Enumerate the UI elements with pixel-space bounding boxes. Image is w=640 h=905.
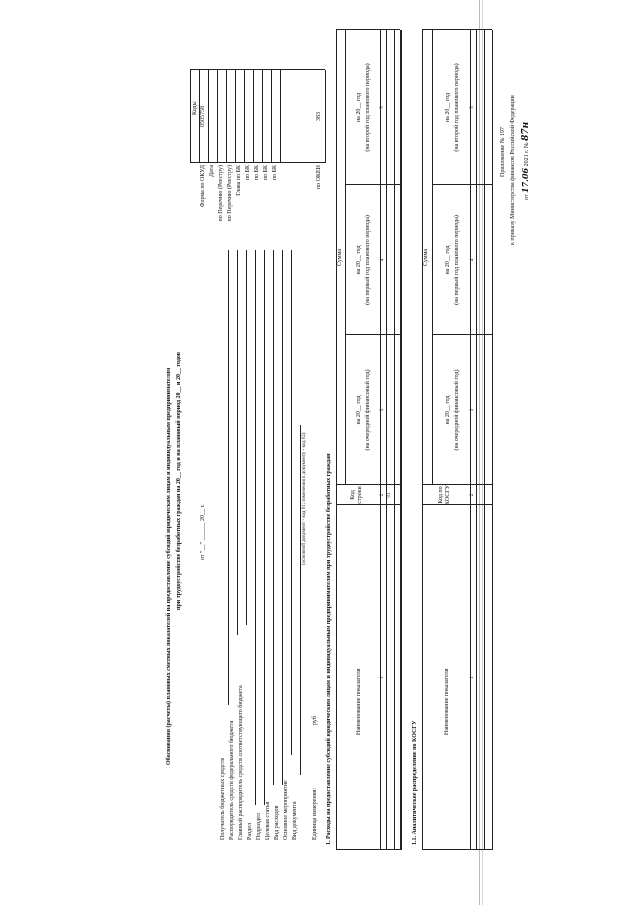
document-title-period: при трудоустройстве безработных граждан на 20__ год и на плановый период 20__ и 20__ годов (176, 351, 182, 610)
table-border (345, 184, 400, 185)
col-header-kosgu: Код по КОСГУ (438, 485, 451, 505)
col-number: 3 (380, 408, 385, 412)
codes-row-line (244, 70, 245, 163)
field-label: Вид расходов (274, 805, 280, 840)
col-number: 5 (380, 106, 385, 109)
table-border (345, 30, 346, 485)
table-border (422, 504, 492, 505)
field-label: Получатель бюджетных средств (220, 757, 226, 840)
field-label: Основное мероприятие (283, 780, 289, 840)
table-border (400, 30, 402, 850)
field-line (291, 250, 292, 755)
col-number: 1 (470, 676, 475, 679)
field-line (255, 250, 256, 805)
codes-label: Форма по ОКУД (200, 165, 206, 208)
appendix-line-3: от 17.06 2021 г. № 87н (520, 121, 531, 200)
col-header-year-1-note: (на очередной финансовый год) (454, 369, 460, 451)
col-header-year-3-note: (на второй год планового периода) (365, 63, 371, 152)
field-label: Распорядитель средств федерального бюджета (229, 720, 235, 840)
table-border (476, 30, 477, 850)
codes-row-line (253, 70, 254, 163)
col-header-year-1: на 20__ год (356, 395, 362, 425)
codes-label: по Перечню (Реестру) (218, 165, 224, 222)
field-label: Вид документа (292, 801, 298, 840)
codes-label: по ОКЕИ (316, 165, 322, 190)
unit-value: руб (312, 716, 318, 725)
codes-label: по БК (245, 165, 251, 181)
document-title: Обоснования (расчеты) плановых сметных показателей на предоставление субсидий юридическим лицам и индивидуальным предпринимателям (166, 367, 172, 765)
codes-row-line (262, 70, 263, 163)
col-header-year-3: на 20__ год (445, 92, 451, 123)
codes-label: по Перечню (Реестру) (227, 165, 233, 222)
codes-border (190, 69, 325, 70)
col-header-year-1: на 20__ год (445, 395, 451, 425)
section-1-title: 1. Расходы на предоставление субсидий юридическим лицам и индивидуальным предпринимателям при трудоустройстве безработных граждан (326, 453, 332, 845)
col-header-year-3: на 20__ год (356, 92, 362, 123)
table-border (422, 849, 492, 850)
unit-label: Единица измерения: (312, 787, 318, 840)
section-1-1-title: 1.1. Аналитическое распределение по КОСГУ (412, 720, 418, 845)
codes-header: Коды (192, 101, 198, 115)
codes-label: по БК (272, 165, 278, 181)
codes-border (325, 70, 326, 163)
col-header-name: Наименование показателя (444, 668, 450, 735)
appendix-line-1: Приложение № 197 (500, 127, 506, 177)
field-line (237, 250, 238, 635)
handwritten-number: 87н (521, 121, 531, 141)
col-header-code: Код строки (350, 486, 363, 504)
col-header-year-2-note: (на первый год планового периода) (454, 215, 460, 305)
codes-row-line (235, 70, 236, 163)
codes-okud-value: 0505758 (200, 106, 206, 127)
table-border (336, 849, 400, 850)
codes-row-line (271, 70, 272, 163)
col-header-year-2: на 20__ год (356, 245, 362, 275)
codes-border (190, 70, 191, 163)
codes-label: Глава по БК (236, 165, 242, 196)
col-number: 5 (470, 106, 475, 109)
col-number: 3 (470, 408, 475, 412)
appendix-line-2: к приказу Министерства финансов Российской Федерации (510, 95, 516, 245)
field-line (264, 250, 265, 805)
field-label: Главный распорядитель средств соответствующего бюджета (238, 685, 244, 840)
table-border (345, 334, 400, 335)
field-line (300, 425, 301, 775)
codes-label: Дата (209, 165, 215, 177)
field-line (282, 250, 283, 785)
table-border (484, 30, 485, 850)
codes-okei-value: 383 (316, 112, 322, 121)
codes-row-line (226, 70, 227, 163)
codes-label: по БК (254, 165, 260, 181)
table-border (432, 30, 433, 485)
codes-row-line (208, 70, 209, 163)
col-number: 4 (380, 258, 385, 262)
field-label: Подраздел (256, 813, 262, 840)
col-header-year-3-note: (на второй год планового периода) (454, 63, 460, 152)
document-type-note: (основной документ - код 01; изменения к документу - код 02) (302, 432, 307, 565)
col-header-sum: Сумма (337, 249, 343, 266)
codes-border (190, 162, 325, 163)
table-border (432, 184, 492, 185)
field-label: Раздел (247, 823, 253, 840)
codes-label: по БК (263, 165, 269, 181)
table-border (432, 334, 492, 335)
field-line (273, 250, 274, 785)
codes-row-line (280, 70, 281, 163)
field-line (228, 250, 229, 705)
table-border (492, 30, 493, 850)
col-number: 4 (470, 258, 475, 262)
col-header-year-2-note: (на первый год планового периода) (365, 215, 371, 305)
col-header-name: Наименование показателя (356, 668, 362, 735)
codes-row-line (217, 70, 218, 163)
col-number: 2 (380, 493, 385, 497)
field-label: Целевая статья (265, 801, 271, 840)
col-number: 2 (470, 493, 475, 497)
row-code: 01 (387, 492, 392, 498)
field-line (246, 250, 247, 625)
table-border (394, 30, 395, 850)
col-header-sum: Сумма (423, 249, 429, 266)
handwritten-date: 17.06 (520, 167, 530, 193)
col-number: 1 (380, 676, 385, 679)
col-header-year-2: на 20__ год (445, 245, 451, 275)
table-border (386, 30, 387, 850)
document-date: от "__" ______ 20__ г. (200, 504, 206, 560)
col-header-year-1-note: (на очередной финансовый год) (365, 369, 371, 451)
